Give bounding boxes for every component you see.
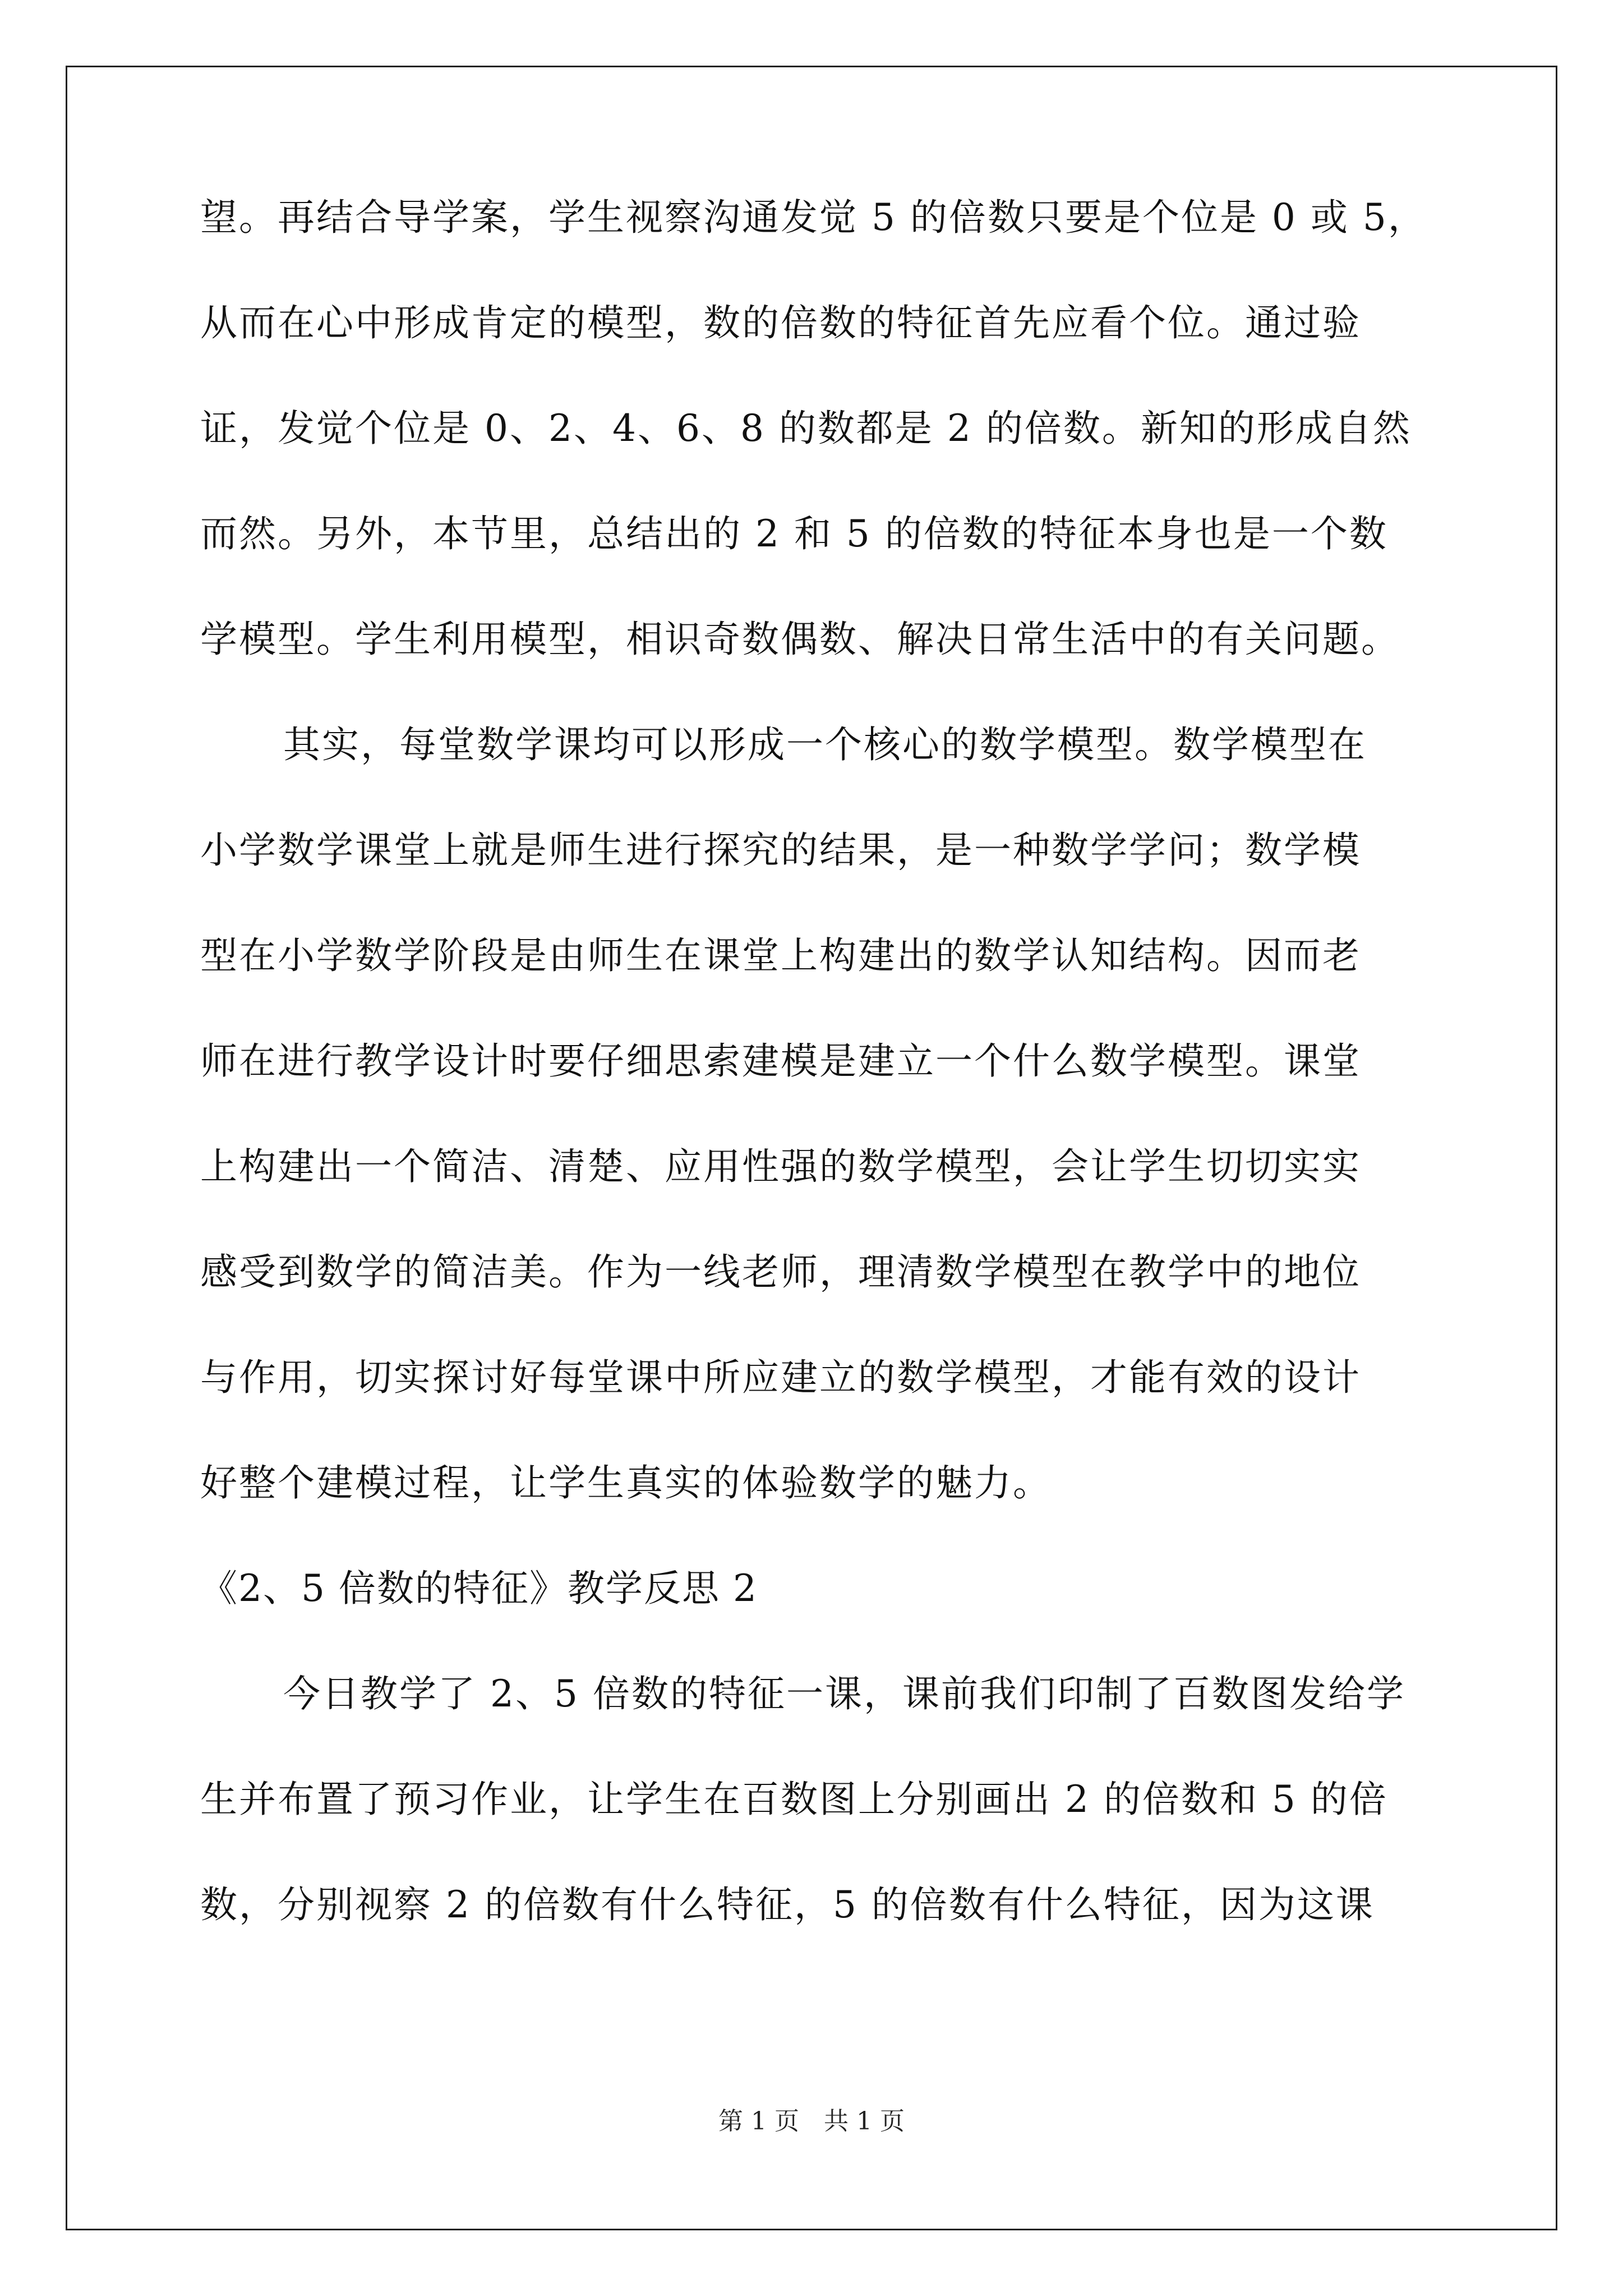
text-line: 从而在心中形成肯定的模型，数的倍数的特征首先应看个位。通过验: [200, 301, 1361, 344]
paragraph-first-line: 今日教学了 2、5 倍数的特征一课，课前我们印制了百数图发给学: [283, 1672, 1405, 1715]
paragraph-first-line: 其实，每堂数学课均可以形成一个核心的数学模型。数学模型在: [283, 723, 1367, 766]
text-line: 与作用，切实探讨好每堂课中所应建立的数学模型，才能有效的设计: [200, 1356, 1361, 1399]
text-line: 感受到数学的简洁美。作为一线老师，理清数学模型在教学中的地位: [200, 1250, 1361, 1294]
text-line: 小学数学课堂上就是师生进行探究的结果，是一种数学学问；数学模: [200, 829, 1361, 872]
text-line: 好整个建模过程，让学生真实的体验数学的魅力。: [200, 1461, 1052, 1504]
text-line: 型在小学数学阶段是由师生在课堂上构建出的数学认知结构。因而老: [200, 934, 1361, 977]
text-line: 生并布置了预习作业，让学生在百数图上分别画出 2 的倍数和 5 的倍: [200, 1778, 1388, 1821]
document-body: [200, 196, 1427, 1992]
text-line: 师在进行教学设计时要仔细思索建模是建立一个什么数学模型。课堂: [200, 1039, 1361, 1083]
text-line: 而然。另外，本节里，总结出的 2 和 5 的倍数的特征本身也是一个数: [200, 512, 1388, 555]
text-line: 证，发觉个位是 0、2、4、6、8 的数都是 2 的倍数。新知的形成自然: [200, 407, 1412, 450]
text-line: 上构建出一个简洁、清楚、应用性强的数学模型，会让学生切切实实: [200, 1145, 1361, 1188]
page-footer: 第 1 页 共 1 页: [718, 2107, 905, 2136]
text-line: 望。再结合导学案，学生视察沟通发觉 5 的倍数只要是个位是 0 或 5，: [200, 196, 1427, 239]
text-line: 数，分别视察 2 的倍数有什么特征，5 的倍数有什么特征，因为这课: [200, 1883, 1375, 1926]
text-line: 学模型。学生利用模型，相识奇数偶数、解决日常生活中的有关问题。: [200, 618, 1400, 661]
section-heading: 《2、5 倍数的特征》教学反思 2: [200, 1567, 758, 1610]
